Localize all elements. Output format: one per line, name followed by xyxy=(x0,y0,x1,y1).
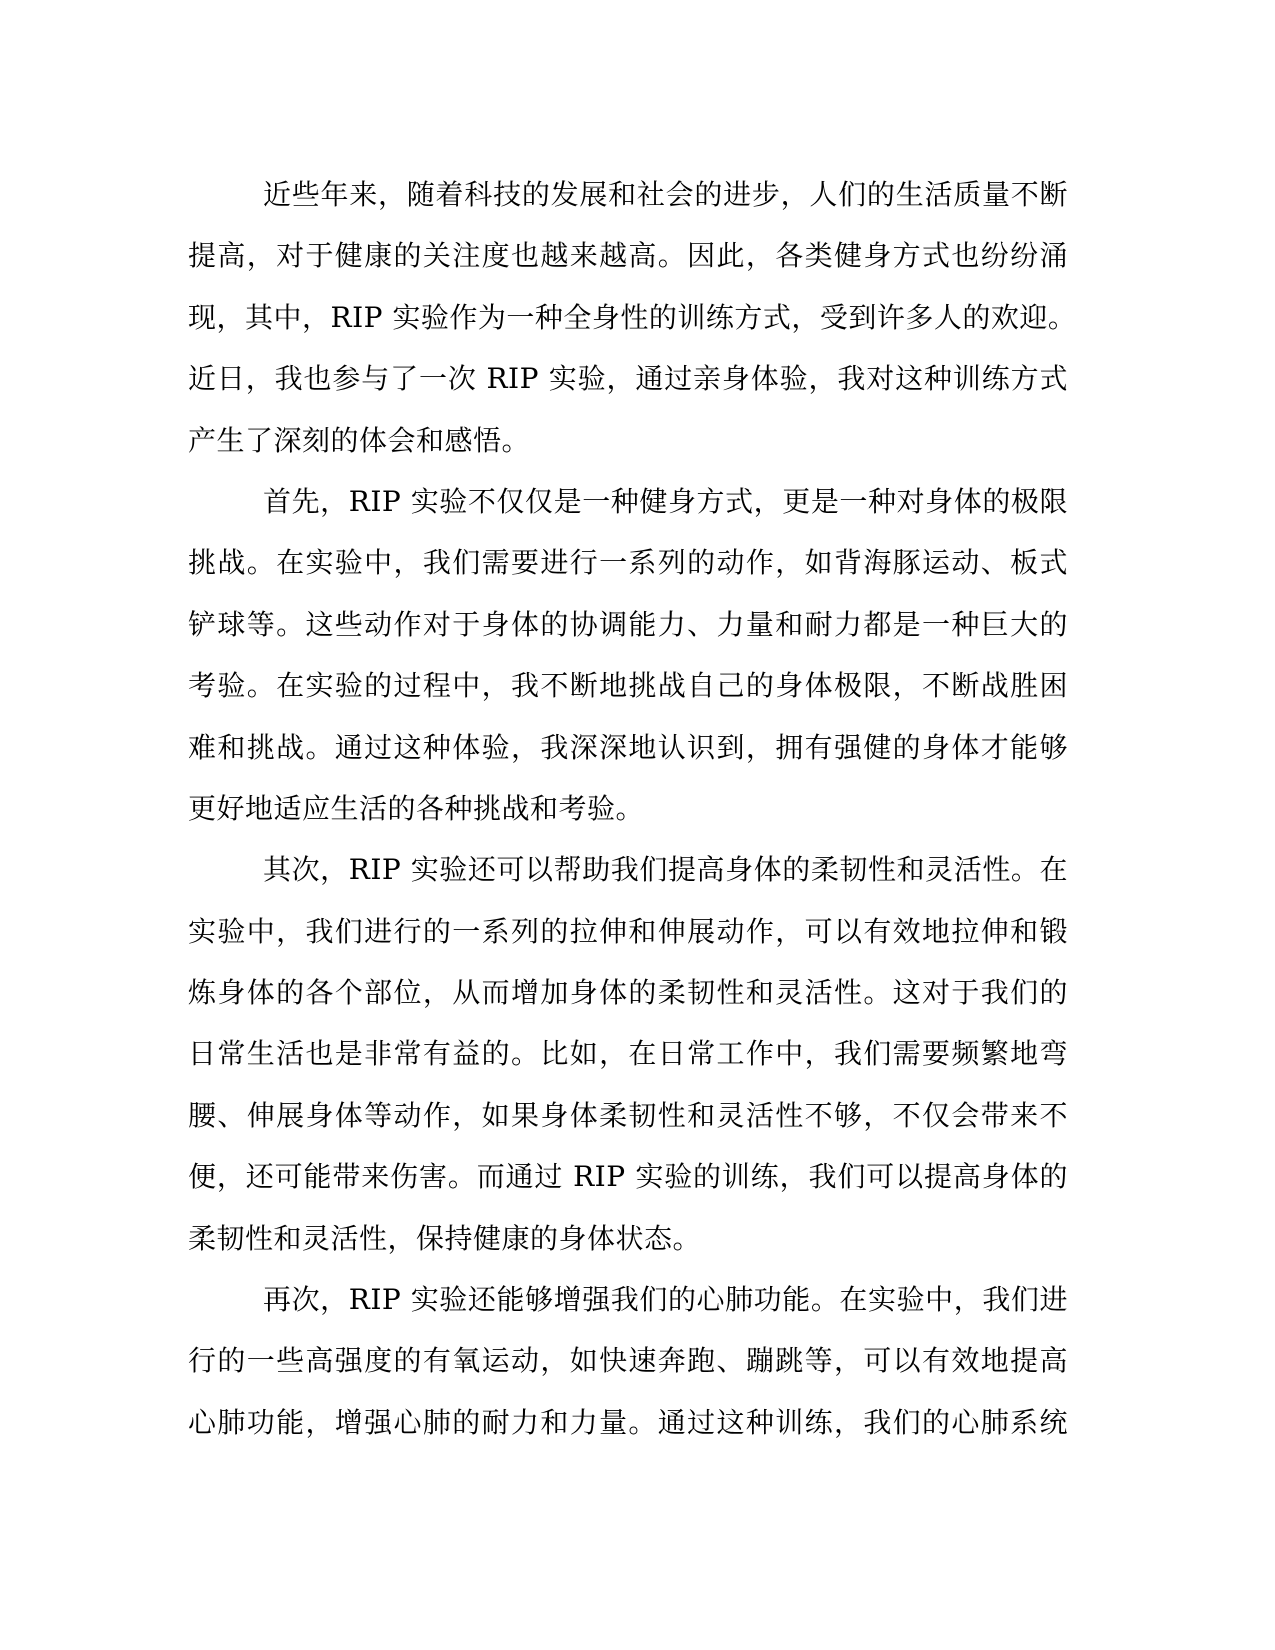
paragraph-3-line-2: 实验中，我们进行的一系列的拉伸和伸展动作，可以有效地拉伸和锻 xyxy=(188,914,1068,948)
paragraph-3-line-4: 日常生活也是非常有益的。比如，在日常工作中，我们需要频繁地弯 xyxy=(188,1037,1068,1071)
paragraph-4-line-1: 再次，RIP 实验还能够增强我们的心肺功能。在实验中，我们进 xyxy=(263,1283,1068,1317)
paragraph-3-line-3: 炼身体的各个部位，从而增加身体的柔韧性和灵活性。这对于我们的 xyxy=(188,976,1068,1010)
paragraph-1-line-3: 现，其中，RIP 实验作为一种全身性的训练方式，受到许多人的欢迎。 xyxy=(188,300,1077,334)
paragraph-2-line-2: 挑战。在实验中，我们需要进行一系列的动作，如背海豚运动、板式 xyxy=(188,546,1068,580)
paragraph-1-line-2: 提高，对于健康的关注度也越来越高。因此，各类健身方式也纷纷涌 xyxy=(188,239,1068,273)
paragraph-1-line-4: 近日，我也参与了一次 RIP 实验，通过亲身体验，我对这种训练方式 xyxy=(188,362,1068,396)
paragraph-2-line-1: 首先，RIP 实验不仅仅是一种健身方式，更是一种对身体的极限 xyxy=(263,484,1068,518)
paragraph-2-line-5: 难和挑战。通过这种体验，我深深地认识到，拥有强健的身体才能够 xyxy=(188,730,1068,764)
paragraph-3-line-5: 腰、伸展身体等动作，如果身体柔韧性和灵活性不够，不仅会带来不 xyxy=(188,1098,1068,1132)
paragraph-3-line-7: 柔韧性和灵活性，保持健康的身体状态。 xyxy=(188,1221,702,1255)
paragraph-1-line-5: 产生了深刻的体会和感悟。 xyxy=(188,423,531,457)
paragraph-2-line-6: 更好地适应生活的各种挑战和考验。 xyxy=(188,791,645,825)
paragraph-4-line-2: 行的一些高强度的有氧运动，如快速奔跑、蹦跳等，可以有效地提高 xyxy=(188,1344,1068,1378)
paragraph-1-line-1: 近些年来，随着科技的发展和社会的进步，人们的生活质量不断 xyxy=(263,178,1068,211)
paragraph-2-line-3: 铲球等。这些动作对于身体的协调能力、力量和耐力都是一种巨大的 xyxy=(188,607,1068,641)
paragraph-3-line-1: 其次，RIP 实验还可以帮助我们提高身体的柔韧性和灵活性。在 xyxy=(263,853,1068,887)
paragraph-3-line-6: 便，还可能带来伤害。而通过 RIP 实验的训练，我们可以提高身体的 xyxy=(188,1160,1068,1194)
document-body xyxy=(188,164,1077,1453)
paragraph-4-line-3: 心肺功能，增强心肺的耐力和力量。通过这种训练，我们的心肺系统 xyxy=(188,1405,1068,1439)
paragraph-2-line-4: 考验。在实验的过程中，我不断地挑战自己的身体极限，不断战胜困 xyxy=(188,669,1068,703)
